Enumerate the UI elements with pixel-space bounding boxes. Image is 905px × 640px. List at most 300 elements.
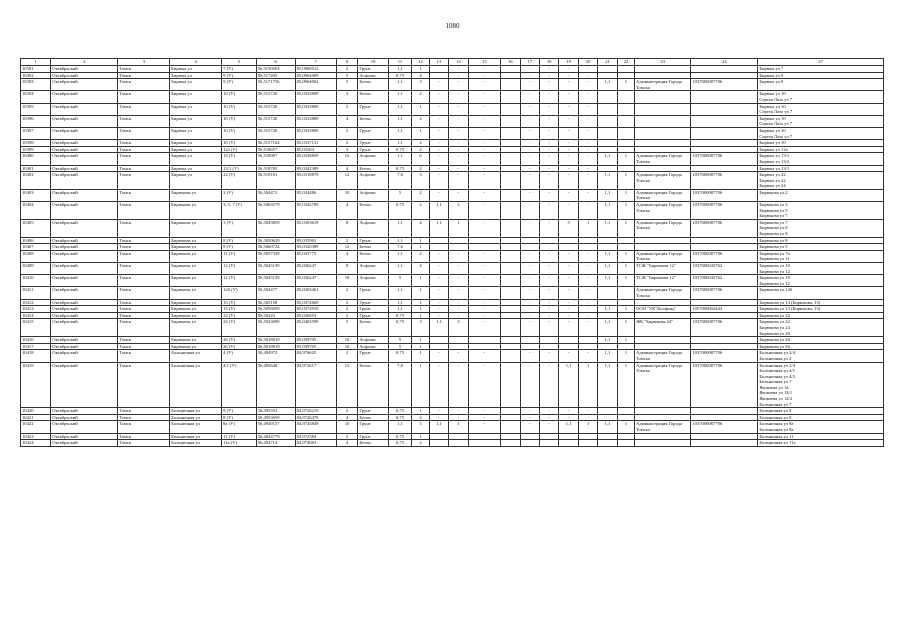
table-cell: Томск (118, 337, 170, 344)
table-cell: Бирюка ул (170, 66, 222, 73)
table-cell: - (468, 146, 500, 153)
table-cell (501, 127, 520, 139)
table-cell: - (578, 250, 597, 262)
table-cell: - (520, 263, 539, 275)
table-cell: 10401 (21, 165, 51, 172)
table-cell: - (520, 189, 539, 201)
table-cell: - (539, 115, 558, 127)
header-row (21, 59, 884, 66)
table-cell: - (449, 66, 468, 73)
table-row (21, 202, 884, 220)
table-cell: Бирюкова ул (170, 244, 222, 251)
table-cell: Бетон (358, 79, 388, 91)
table-cell (501, 263, 520, 275)
table-cell (501, 337, 520, 344)
table-cell: 1 (617, 362, 634, 408)
column-header: 4 (170, 59, 222, 66)
table-cell: 0,75 (388, 202, 412, 220)
table-cell: - (578, 263, 597, 275)
table-cell: - (559, 153, 578, 165)
table-cell: Томск (118, 115, 170, 127)
table-cell: - (429, 275, 448, 287)
table-cell: 1 (412, 408, 429, 415)
table-cell: - (539, 219, 558, 237)
table-cell: - (559, 263, 578, 275)
table-cell: Томск (118, 66, 170, 73)
table-cell (520, 337, 539, 344)
table-cell: 1,1 (429, 202, 448, 220)
table-cell: - (559, 319, 578, 337)
table-cell: Томск (118, 219, 170, 237)
table-cell: Грунт (358, 299, 388, 306)
table-cell: Томск (118, 408, 170, 415)
table-cell: 10396 (21, 115, 51, 127)
table-cell: - (539, 66, 558, 73)
table-cell: 2 (412, 440, 429, 447)
table-cell: 10399 (21, 146, 51, 153)
table-cell (501, 414, 520, 421)
table-cell (691, 146, 758, 153)
table-cell (578, 244, 597, 251)
table-cell (635, 146, 691, 153)
table-cell: 56,5045159 (256, 275, 295, 287)
column-header: 9 (336, 59, 358, 66)
table-cell (635, 127, 691, 139)
table-cell: - (520, 66, 539, 73)
table-cell: Томск (118, 350, 170, 362)
table-cell: Томск (118, 237, 170, 244)
table-cell: 10414 (21, 312, 51, 319)
column-header: 15 (468, 59, 500, 66)
table-cell: 1,1 (598, 350, 617, 362)
table-cell: - (520, 250, 539, 262)
table-cell: Больничная ул (170, 433, 222, 440)
table-cell (559, 337, 578, 344)
table-cell: 56,5057339 (256, 250, 295, 262)
table-cell: 1 (617, 306, 634, 313)
table-cell (635, 312, 691, 319)
table-cell (501, 172, 520, 190)
table-cell: 2 (412, 189, 429, 201)
column-header: 13 (429, 59, 448, 66)
table-cell: Больничная ул (170, 362, 222, 408)
table-cell: - (468, 263, 500, 275)
table-cell: - (429, 172, 448, 190)
table-cell: 1 (617, 263, 634, 275)
table-cell: - (429, 79, 448, 91)
table-cell (578, 440, 597, 447)
table-cell: - (520, 319, 539, 337)
table-cell (559, 237, 578, 244)
table-cell: 26 (У) (222, 343, 257, 350)
table-cell (598, 140, 617, 147)
table-cell: - (468, 414, 500, 421)
table-cell: 10402 (21, 172, 51, 190)
table-cell: Бетон (358, 165, 388, 172)
table-cell: 1 (412, 103, 429, 115)
table-cell: Октябрьский (51, 362, 118, 408)
table-cell: - (578, 414, 597, 421)
table-body (21, 66, 884, 447)
table-cell: - (539, 250, 558, 262)
table-cell: 13 (У) (222, 306, 257, 313)
table-cell: Бетон (358, 244, 388, 251)
table-cell (635, 140, 691, 147)
column-header: 17 (520, 59, 539, 66)
table-cell: 56,515726 (256, 91, 295, 103)
table-cell: 85,036247 (295, 263, 336, 275)
table-cell (598, 165, 617, 172)
table-cell: 1 (578, 362, 597, 408)
table-cell: Администрация Города Томска (635, 250, 691, 262)
table-cell: - (539, 263, 558, 275)
table-row (21, 433, 884, 440)
table-cell: 1 (412, 306, 429, 313)
table-cell: Бирюка ул (170, 127, 222, 139)
table-cell: Октябрьский (51, 103, 118, 115)
table-cell: Томск (118, 440, 170, 447)
table-row (21, 275, 884, 287)
table-cell: Бетон (358, 440, 388, 447)
table-cell: Томск (118, 153, 170, 165)
table-cell: 9 (У) (222, 244, 257, 251)
table-cell: - (520, 140, 539, 147)
table-cell (501, 146, 520, 153)
table-cell: - (449, 140, 468, 147)
table-cell: Грунт (358, 146, 388, 153)
table-cell (578, 433, 597, 440)
table-cell: 0,75 (388, 146, 412, 153)
table-cell: - (449, 263, 468, 275)
table-cell (520, 237, 539, 244)
table-cell: 4 (336, 202, 358, 220)
table-cell (429, 337, 448, 344)
table-cell: 0,75 (388, 414, 412, 421)
table-cell (429, 66, 448, 73)
table-cell: Бирюкова ул 22 Бирюкова ул 24 Бирюкова ул 26 (758, 319, 884, 337)
table-row (21, 127, 884, 139)
table-cell: 1 (412, 362, 429, 408)
table-cell: 10394 (21, 91, 51, 103)
table-cell: 1,1 (598, 79, 617, 91)
column-header: 21 (598, 59, 617, 66)
table-cell (691, 343, 758, 350)
table-cell: 8а (У) (222, 421, 257, 433)
table-row (21, 337, 884, 344)
table-cell (559, 244, 578, 251)
table-cell: - (539, 202, 558, 220)
table-cell (468, 343, 500, 350)
table-cell: 10418 (21, 350, 51, 362)
table-cell: - (539, 91, 558, 103)
table-cell: Больничная ул (170, 414, 222, 421)
table-cell: 56,4953659 (256, 414, 295, 421)
table-cell: - (468, 153, 500, 165)
table-cell: - (539, 306, 558, 313)
table-cell (691, 337, 758, 344)
table-cell: 10406 (21, 237, 51, 244)
table-cell: 56,504472 (256, 189, 295, 201)
table-cell (635, 299, 691, 306)
column-header: 3 (118, 59, 170, 66)
table-cell: 10400 (21, 153, 51, 165)
table-cell: Администрация Города Томска (635, 79, 691, 91)
table-cell: 56,5060724 (256, 244, 295, 251)
table-cell: Октябрьский (51, 115, 118, 127)
table-cell: - (539, 275, 558, 287)
table-cell: - (578, 66, 597, 73)
table-cell: Грунт (358, 103, 388, 115)
table-cell: 1 (412, 299, 429, 306)
table-row (21, 306, 884, 313)
table-cell: 56,515726 (256, 115, 295, 127)
table-cell: 1,1 (429, 421, 448, 433)
table-cell: 10 (336, 275, 358, 287)
table-cell: 1037000043762 (691, 275, 758, 287)
table-cell: - (429, 189, 448, 201)
table-cell (617, 433, 634, 440)
table-cell (539, 343, 558, 350)
table-cell: 8 (336, 219, 358, 237)
table-cell (691, 237, 758, 244)
table-cell (520, 440, 539, 447)
table-row (21, 165, 884, 172)
table-cell: 56,495648 (256, 362, 295, 408)
table-cell: 2 (412, 250, 429, 262)
table-cell: 1,1 (598, 219, 617, 237)
table-cell (539, 237, 558, 244)
table-cell: Больничная ул 2/4 Больничная ул 4 (758, 350, 884, 362)
table-cell: 11а (У) (222, 440, 257, 447)
table-cell: 1,1 (388, 306, 412, 313)
table-cell: 5 (412, 421, 429, 433)
table-cell: 56,504477 (256, 287, 295, 299)
table-cell: 13 (У) (222, 153, 257, 165)
table-cell: - (578, 127, 597, 139)
table-cell: Октябрьский (51, 127, 118, 139)
table-cell: 10417 (21, 343, 51, 350)
table-cell: 1 (412, 275, 429, 287)
table-cell: - (520, 306, 539, 313)
table-row (21, 72, 884, 79)
table-cell: Грунт (358, 306, 388, 313)
table-cell: 10 (У) (222, 115, 257, 127)
table-cell: Томск (118, 343, 170, 350)
table-cell: - (559, 275, 578, 287)
table-cell: 56,5157164 (256, 140, 295, 147)
table-cell: - (429, 408, 448, 415)
table-cell: 85,0303461 (295, 287, 336, 299)
table-cell (617, 165, 634, 172)
table-cell: 85,0333809 (295, 115, 336, 127)
table-cell: 85,0372919 (295, 306, 336, 313)
table-row (21, 79, 884, 91)
table-cell: Больничная ул (170, 350, 222, 362)
table-cell: - (539, 408, 558, 415)
table-cell: - (468, 250, 500, 262)
table-cell: 1 (412, 66, 429, 73)
table-cell (617, 72, 634, 79)
table-cell: 1 (578, 421, 597, 433)
table-cell: - (520, 127, 539, 139)
table-cell: 1 (412, 337, 429, 344)
table-cell: 22 (У) (222, 312, 257, 319)
table-cell (501, 250, 520, 262)
table-cell: - (539, 153, 558, 165)
column-header: 11 (388, 59, 412, 66)
table-cell: 12а (У) (222, 146, 257, 153)
table-cell: 1,1 (388, 153, 412, 165)
table-cell: 2 (412, 115, 429, 127)
table-cell: 56,494972 (256, 350, 295, 362)
table-cell: - (559, 103, 578, 115)
table-cell: - (578, 140, 597, 147)
table-cell: Бирюкова ул 26 (758, 343, 884, 350)
table-cell: 2 (412, 202, 429, 220)
table-cell: 56,517205 (256, 72, 295, 79)
table-cell: Томск (118, 72, 170, 79)
table-cell (617, 343, 634, 350)
table-cell: 56,5050629 (256, 237, 295, 244)
table-cell: 10407 (21, 244, 51, 251)
table-cell: 2 (412, 165, 429, 172)
table-cell: - (559, 91, 578, 103)
table-cell: Грунт (358, 433, 388, 440)
table-cell: Томск (118, 244, 170, 251)
table-cell: - (520, 312, 539, 319)
table-cell: 1,1 (598, 306, 617, 313)
table-cell: - (429, 250, 448, 262)
table-cell: - (539, 299, 558, 306)
table-cell: 85,036853 (295, 312, 336, 319)
table-cell: 1057000002443 (691, 306, 758, 313)
table-cell (691, 66, 758, 73)
table-cell: - (578, 275, 597, 287)
table-cell: 1037000087706 (691, 79, 758, 91)
table-cell: 56,519181 (256, 172, 295, 190)
table-cell: 1,1 (598, 421, 617, 433)
table-cell: Бирюкова ул (170, 337, 222, 344)
table-cell: 10410 (21, 275, 51, 287)
table-cell: - (468, 165, 500, 172)
table-cell: 12б (У) (222, 287, 257, 299)
table-cell: Бетон (358, 414, 388, 421)
table-cell: - (539, 103, 558, 115)
table-cell: 85,0964962 (295, 79, 336, 91)
table-cell: - (449, 146, 468, 153)
table-cell (598, 66, 617, 73)
table-cell: 11 (У) (222, 433, 257, 440)
table-cell: 1037000043762 (691, 263, 758, 275)
table-cell: - (520, 287, 539, 299)
table-cell: - (468, 172, 500, 190)
table-cell: - (449, 103, 468, 115)
column-header: 5 (222, 59, 257, 66)
table-cell: Томск (118, 91, 170, 103)
table-cell: Бирюка ул 7 (758, 66, 884, 73)
table-cell: Томск (118, 275, 170, 287)
table-cell (635, 115, 691, 127)
table-cell: - (520, 362, 539, 408)
table-cell: 12 (336, 153, 358, 165)
table-cell (501, 362, 520, 408)
table-cell: Бирюка ул (170, 115, 222, 127)
table-cell (598, 287, 617, 299)
table-cell: Бетон (358, 202, 388, 220)
table-cell: 1,1 (388, 299, 412, 306)
table-cell: Октябрьский (51, 140, 118, 147)
table-cell: - (578, 103, 597, 115)
table-cell (691, 140, 758, 147)
table-cell (598, 433, 617, 440)
table-cell (691, 299, 758, 306)
table-cell: Больничная ул 11 (758, 433, 884, 440)
column-header: 14 (449, 59, 468, 66)
table-cell: - (429, 306, 448, 313)
table-cell: - (449, 127, 468, 139)
table-cell: Октябрьский (51, 153, 118, 165)
table-cell: Томск (118, 103, 170, 115)
table-cell: - (578, 72, 597, 79)
table-cell: 1 (412, 433, 429, 440)
table-row (21, 350, 884, 362)
table-cell: 1 (617, 202, 634, 220)
table-cell: Октябрьский (51, 312, 118, 319)
column-header: 7 (295, 59, 336, 66)
table-row (21, 440, 884, 447)
table-cell: - (559, 306, 578, 313)
table-cell: 9 (У) (222, 79, 257, 91)
table-cell (617, 140, 634, 147)
table-cell: 1,1 (388, 91, 412, 103)
table-cell: Грунт (358, 421, 388, 433)
table-cell: Бирюкова ул 22 (758, 312, 884, 319)
table-cell (501, 66, 520, 73)
table-cell: 1,1 (598, 362, 617, 408)
table-cell: Бирюкова ул 13 (Бирюкова, 13) (758, 299, 884, 306)
table-cell: - (429, 414, 448, 421)
table-cell: ТСЖ "Бирюкова 12" (635, 263, 691, 275)
table-cell: - (559, 287, 578, 299)
table-cell: - (449, 153, 468, 165)
table-cell: - (520, 414, 539, 421)
table-cell: - (429, 127, 448, 139)
table-cell (635, 244, 691, 251)
table-cell (501, 343, 520, 350)
table-cell: 1 (617, 319, 634, 337)
table-cell: 1,1 (598, 189, 617, 201)
table-cell: - (539, 189, 558, 201)
table-cell (691, 433, 758, 440)
table-cell: 85,0333809 (295, 127, 336, 139)
table-cell: - (449, 414, 468, 421)
table-cell: 1 (617, 219, 634, 237)
table-cell: - (449, 362, 468, 408)
table-cell: 5 (336, 319, 358, 337)
table-cell (539, 337, 558, 344)
table-row (21, 421, 884, 433)
table-cell: 10424 (21, 440, 51, 447)
table-cell: 1 (617, 275, 634, 287)
table-cell: Бирюкова ул 12б (758, 287, 884, 299)
table-row (21, 343, 884, 350)
table-cell: 12 (336, 172, 358, 190)
table-cell: 10408 (21, 250, 51, 262)
table-cell: - (520, 408, 539, 415)
table-cell (598, 299, 617, 306)
table-cell: 56,4944779 (256, 433, 295, 440)
column-header: 6 (256, 59, 295, 66)
